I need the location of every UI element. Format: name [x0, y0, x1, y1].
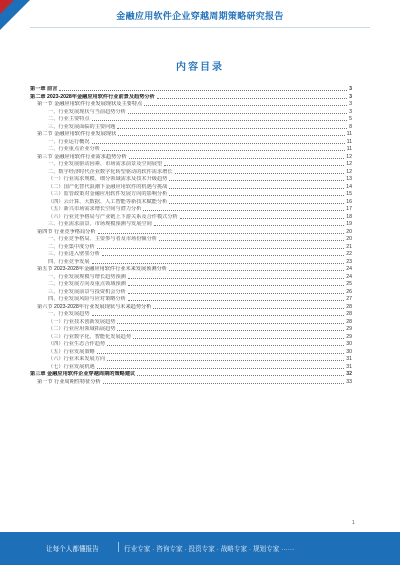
toc-leader-dots [154, 225, 344, 226]
toc-entry[interactable] [30, 266, 352, 274]
toc-entry-title: （二）行业应用领域拓展趋势 [48, 326, 116, 332]
toc-leader-dots [169, 180, 344, 181]
toc-entry[interactable] [30, 259, 352, 267]
toc-entry-title: 二、行业重点企业分析 [48, 146, 100, 152]
toc-entry-page: 20 [346, 236, 352, 242]
toc-entry-page: 24 [346, 273, 352, 280]
toc-entry-title: （六）行业竞争格局与产业链上下游关系及合作模式分析 [48, 213, 178, 220]
toc-entry-title: 三、行业需求前景、市场规模预测与发展空间 [48, 221, 152, 227]
toc-entry[interactable] [30, 251, 352, 259]
toc-entry-page: 28 [346, 318, 352, 325]
toc-entry[interactable] [30, 326, 352, 334]
toc-entry[interactable] [30, 161, 352, 169]
toc-entry[interactable] [30, 176, 352, 184]
toc-entry-page: 14 [346, 183, 352, 190]
report-title: 金融应用软件企业穿越周期策略研究报告 [116, 11, 284, 21]
footer-expert-list: 行业专家 · 咨询专家 · 投资专家 · 战略专家 · 规划专家 ······ [124, 546, 295, 553]
footer-slogan: 让每个人都懂报告 [46, 546, 99, 553]
toc-leader-dots [137, 375, 344, 376]
toc-entry-title: 二、数字经济时代企业数字化转型驱动的软件需求增长 [48, 168, 173, 175]
toc-leader-dots [153, 308, 344, 309]
toc-leader-dots [102, 255, 344, 256]
toc-entry-page: 15 [346, 191, 352, 197]
toc-leader-dots [102, 150, 345, 151]
toc-entry-page: 16 [346, 198, 352, 205]
toc-entry[interactable] [30, 199, 352, 207]
toc-entry-page: 33 [346, 378, 352, 385]
toc-entry-title: 一、行业发展趋势 [48, 311, 90, 317]
toc-entry-page: 26 [346, 288, 352, 295]
toc-entry-page: 12 [346, 153, 352, 160]
toc-entry-page: 18 [346, 213, 352, 220]
toc-entry[interactable] [30, 289, 352, 297]
toc-leader-dots [180, 218, 345, 219]
toc-entry-page: 29 [346, 326, 352, 332]
toc-entry-page: 3 [349, 108, 352, 115]
toc-entry-title: （三）监管政策对金融应用软件发展方向的影响分析 [48, 191, 168, 197]
toc-entry-title: 二、行业主要特点 [48, 116, 90, 122]
toc-entry-page: 11 [346, 138, 352, 145]
toc-entry-title: （四）行业生态合作趋势 [48, 341, 106, 347]
toc-entry-page: 8 [349, 123, 352, 130]
toc-entry[interactable] [30, 169, 352, 177]
toc-entry[interactable] [30, 214, 352, 222]
toc-entry-title: 二、行业发展方向及重点领域预测 [48, 281, 126, 287]
toc-entry[interactable] [30, 146, 352, 154]
toc-entry-page: 24 [346, 266, 352, 272]
toc-leader-dots [117, 330, 344, 331]
toc-entry-title: （六）行业未来发展方向 [48, 356, 106, 362]
toc-entry-page: 12 [346, 161, 352, 167]
toc-leader-dots [107, 360, 344, 361]
toc-entry-page: 29 [346, 333, 352, 340]
toc-entry-page: 3 [349, 101, 352, 107]
toc-leader-dots [92, 315, 345, 316]
toc-entry[interactable] [30, 124, 352, 132]
toc-entry-page: 30 [346, 341, 352, 347]
toc-entry[interactable] [30, 229, 352, 237]
toc-entry[interactable] [30, 371, 352, 379]
toc-entry-page: 3 [349, 93, 352, 100]
toc-entry[interactable] [30, 206, 352, 214]
toc-leader-dots [143, 210, 344, 211]
toc-entry-title: 一、行业发展规模与增长趋势预测 [48, 273, 126, 280]
toc-leader-dots [97, 353, 345, 354]
toc-entry-page: 19 [346, 221, 352, 227]
toc-leader-dots [59, 90, 347, 91]
toc-leader-dots [144, 105, 347, 106]
toc-entry[interactable] [30, 364, 352, 372]
toc-entry-title: （五）行业发展策略 [48, 348, 95, 355]
toc-entry-page: 12 [346, 168, 352, 175]
toc-leader-dots [129, 158, 345, 159]
toc-entry-page: 3 [349, 86, 352, 92]
toc-entry-title: 第二节 金融应用软件行业发展现状 [37, 131, 117, 137]
toc-entry-title: 第四节 行业竞争格局分析 [37, 228, 96, 235]
toc-entry[interactable] [30, 101, 352, 109]
toc-entry-page: 25 [346, 281, 352, 287]
toc-leader-dots [92, 263, 345, 264]
toc-entry[interactable] [30, 139, 352, 147]
toc-leader-dots [118, 135, 344, 136]
toc-entry[interactable] [30, 304, 352, 312]
toc-leader-dots [157, 98, 347, 99]
toc-leader-dots [128, 113, 347, 114]
toc-leader-dots [92, 143, 345, 144]
toc-entry-title: 一、行业运行概况 [48, 138, 90, 145]
toc-entry-title: （二）国产化替代浪潮下金融应用软件的机遇与挑战 [48, 183, 168, 190]
toc-entry-title: 三、行业进入壁垒分析 [48, 251, 100, 257]
toc-entry[interactable] [30, 334, 352, 342]
toc-leader-dots [97, 248, 345, 249]
toc-entry-title: 三、行业发展面临的主要问题 [48, 123, 116, 130]
page-footer [0, 532, 400, 565]
toc-entry[interactable] [30, 86, 352, 94]
toc-leader-dots [92, 120, 348, 121]
toc-entry-title: 第一章 前言 [30, 86, 58, 92]
toc-entry-title: 一、行业发展现状与当前趋势分析 [48, 108, 126, 115]
toc-leader-dots [97, 368, 345, 369]
toc-leader-dots [128, 285, 344, 286]
toc-leader-dots [128, 300, 344, 301]
toc-entry-title: （四）云计算、大数据、人工智能等新技术赋能分析 [48, 198, 168, 205]
toc-entry-page: 11 [346, 131, 352, 137]
toc-leader-dots [98, 233, 345, 234]
toc-entry-page: 13 [346, 176, 352, 182]
toc-entry-title: （五）新兴市场需求增长空间与潜力分析 [48, 206, 142, 212]
toc-leader-dots [169, 270, 344, 271]
toc-entry[interactable] [30, 116, 352, 124]
toc-leader-dots [128, 293, 344, 294]
toc-entry-title: 第五节 2023-2028年金融应用软件行业未来发展预测分析 [37, 266, 167, 272]
toc-leader-dots [117, 323, 344, 324]
toc-entry-title: （一）行业技术创新发展趋势 [48, 318, 116, 325]
toc-entry[interactable] [30, 274, 352, 282]
toc-entry[interactable] [30, 341, 352, 349]
toc-entry-page: 30 [346, 348, 352, 355]
toc-leader-dots [117, 128, 347, 129]
toc-entry-title: 第三节 金融应用软件行业需求趋势分析 [37, 153, 127, 160]
toc-leader-dots [169, 203, 344, 204]
toc-entry-title: 第二章 2023-2028年金融应用软件行业前景及趋势分析 [30, 93, 155, 100]
toc-entry[interactable] [30, 319, 352, 327]
toc-entry[interactable] [30, 94, 352, 102]
toc-entry-page: 27 [346, 296, 352, 302]
toc-leader-dots [159, 240, 344, 241]
toc-entry-title: 第三章 金融应用软件企业穿越周期的策略建议 [30, 371, 136, 377]
toc-heading: 内容目录 [176, 62, 224, 73]
toc-entry-page: 28 [346, 303, 352, 310]
toc-entry[interactable] [30, 281, 352, 289]
header-divider [30, 27, 370, 28]
toc-entry[interactable] [30, 296, 352, 304]
toc-leader-dots [107, 345, 344, 346]
toc-leader-dots [164, 165, 344, 166]
toc-entry-page: 31 [346, 356, 352, 362]
toc-entry-page: 28 [346, 311, 352, 317]
toc-entry[interactable] [30, 154, 352, 162]
toc-entry-title: （一）行业需求规模、细分领域需求及技术升级趋势 [48, 176, 168, 182]
toc-leader-dots [128, 278, 344, 279]
toc-entry-title: 一、行业竞争格局、主要参与者及市场份额分析 [48, 236, 157, 242]
toc-entry-page: 31 [346, 363, 352, 370]
toc-leader-dots [169, 188, 344, 189]
toc-entry-title: 一、行业发展驱动因素、市场需求前景及空间展望 [48, 161, 163, 167]
toc-entry-title: （七）行业发展机遇 [48, 363, 95, 370]
toc-entry[interactable] [30, 244, 352, 252]
toc-entry-page: 20 [346, 228, 352, 235]
footer-divider [118, 542, 119, 552]
toc-entry-page: 17 [346, 206, 352, 212]
toc-entry-page: 21 [346, 243, 352, 250]
toc-entry[interactable] [30, 356, 352, 364]
toc-entry-page: 5 [349, 116, 352, 122]
toc-entry[interactable] [30, 221, 352, 229]
toc-leader-dots [169, 195, 344, 196]
toc-entry-title: 二、行业集中度分析 [48, 243, 95, 250]
toc-entry-page: 23 [346, 258, 352, 265]
page-header [0, 0, 400, 30]
toc-entry[interactable] [30, 349, 352, 357]
toc-entry[interactable] [30, 236, 352, 244]
page-number: 1 [352, 520, 355, 526]
toc-leader-dots [103, 383, 345, 384]
toc-entry-title: 第一节 行业周期性特征分析 [37, 378, 101, 385]
toc-entry-title: 第一节 金融应用软件行业发展现状及主要特点 [37, 101, 143, 107]
toc-entry-title: （三）行业数字化、智能化发展趋势 [48, 333, 132, 340]
toc-entry-page: 32 [346, 371, 352, 377]
toc-entry-title: 四、行业竞争发展 [48, 258, 90, 265]
toc-entry[interactable] [30, 379, 352, 387]
toc-leader-dots [133, 338, 344, 339]
toc-entry[interactable] [30, 311, 352, 319]
toc-entry-page: 22 [346, 251, 352, 257]
toc-entry-page: 11 [346, 146, 352, 152]
table-of-contents [30, 86, 352, 386]
toc-entry-title: 三、行业发展前景与投资机会分析 [48, 288, 126, 295]
toc-entry[interactable] [30, 184, 352, 192]
toc-entry[interactable] [30, 131, 352, 139]
toc-leader-dots [175, 173, 345, 174]
toc-entry[interactable] [30, 109, 352, 117]
toc-entry[interactable] [30, 191, 352, 199]
toc-entry-title: 第六节 2023-2028年行业发展现状与未来趋势分析 [37, 303, 152, 310]
toc-entry-title: 四、行业发展风险与应对策略分析 [48, 296, 126, 302]
